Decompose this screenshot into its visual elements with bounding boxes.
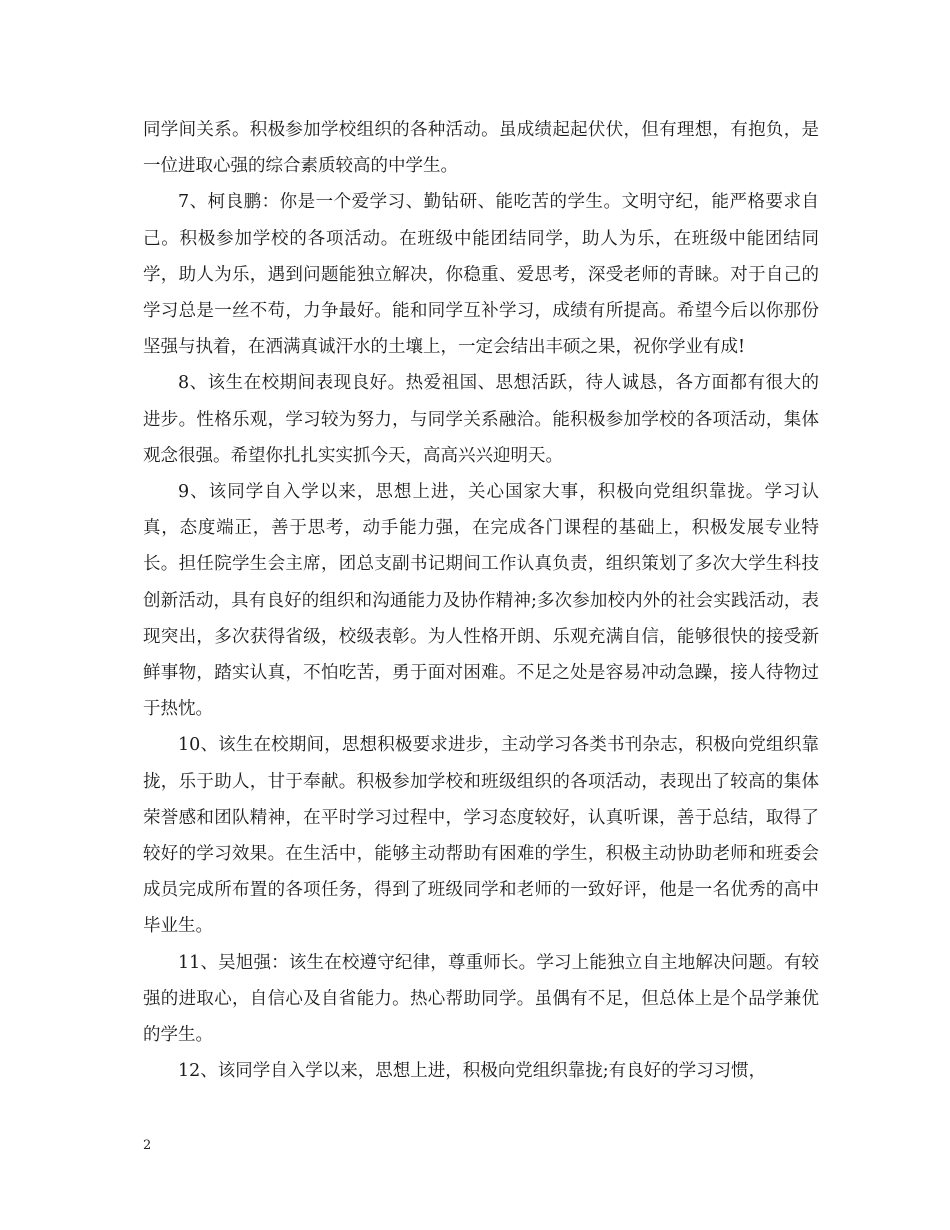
- document-body: [143, 112, 819, 1089]
- paragraph-entry-9: 9、该同学自入学以来，思想上进，关心国家大事，积极向党组织靠拢。学习认真，态度端正，善于思考，动手能力强，在完成各门课程的基础上，积极发展专业特长。担任院学生会主席，团总支副书记期间工作认真负责，组织策划了多次大学生科技创新活动，具有良好的组织和沟通能力及协作精神;多次参加校内外的社会实践活动，表现突出，多次获得省级，校级表彰。为人性格开朗、乐观充满自信，能够很快的接受新鲜事物，踏实认真，不怕吃苦，勇于面对困难。不足之处是容易冲动急躁，接人待物过于热忱。: [143, 482, 819, 720]
- page-number: 2: [143, 1138, 152, 1153]
- paragraph-entry-7: 7、柯良鹏：你是一个爱学习、勤钻研、能吃苦的学生。文明守纪，能严格要求自己。积极参加学校的各项活动。在班级中能团结同学，助人为乐，在班级中能团结同学，助人为乐，遇到问题能独立解决，你稳重、爱思考，深受老师的青睐。对于自己的学习总是一丝不苟，力争最好。能和同学互补学习，成绩有所提高。希望今后以你那份坚强与执着，在洒满真诚汗水的土壤上，一定会结出丰硕之果，祝你学业有成!: [143, 192, 819, 358]
- paragraph-entry-11: 11、吴旭强：该生在校遵守纪律，尊重师长。学习上能独立自主地解决问题。有较强的进取心，自信心及自省能力。热心帮助同学。虽偶有不足，但总体上是个品学兼优的学生。: [143, 952, 819, 1046]
- paragraph-entry-10: 10、该生在校期间，思想积极要求进步，主动学习各类书刊杂志，积极向党组织靠拢，乐于助人，甘于奉献。积极参加学校和班级组织的各项活动，表现出了较高的集体荣誉感和团队精神，在平时学习过程中，学习态度较好，认真听课，善于总结，取得了较好的学习效果。在生活中，能够主动帮助有困难的学生，积极主动协助老师和班委会成员完成所布置的各项任务，得到了班级同学和老师的一致好评，他是一名优秀的高中毕业生。: [143, 735, 819, 937]
- paragraph-entry-12: 12、该同学自入学以来，思想上进，积极向党组织靠拢;有良好的学习习惯，: [178, 1061, 767, 1082]
- paragraph-entry-8: 8、该生在校期间表现良好。热爱祖国、思想活跃，待人诚恳，各方面都有很大的进步。性格乐观，学习较为努力，与同学关系融洽。能积极参加学校的各项活动，集体观念很强。希望你扎扎实实抓今天，高高兴兴迎明天。: [143, 373, 819, 466]
- paragraph-continuation: 同学间关系。积极参加学校组织的各种活动。虽成绩起起伏伏，但有理想，有抱负，是一位进取心强的综合素质较高的中学生。: [143, 120, 819, 177]
